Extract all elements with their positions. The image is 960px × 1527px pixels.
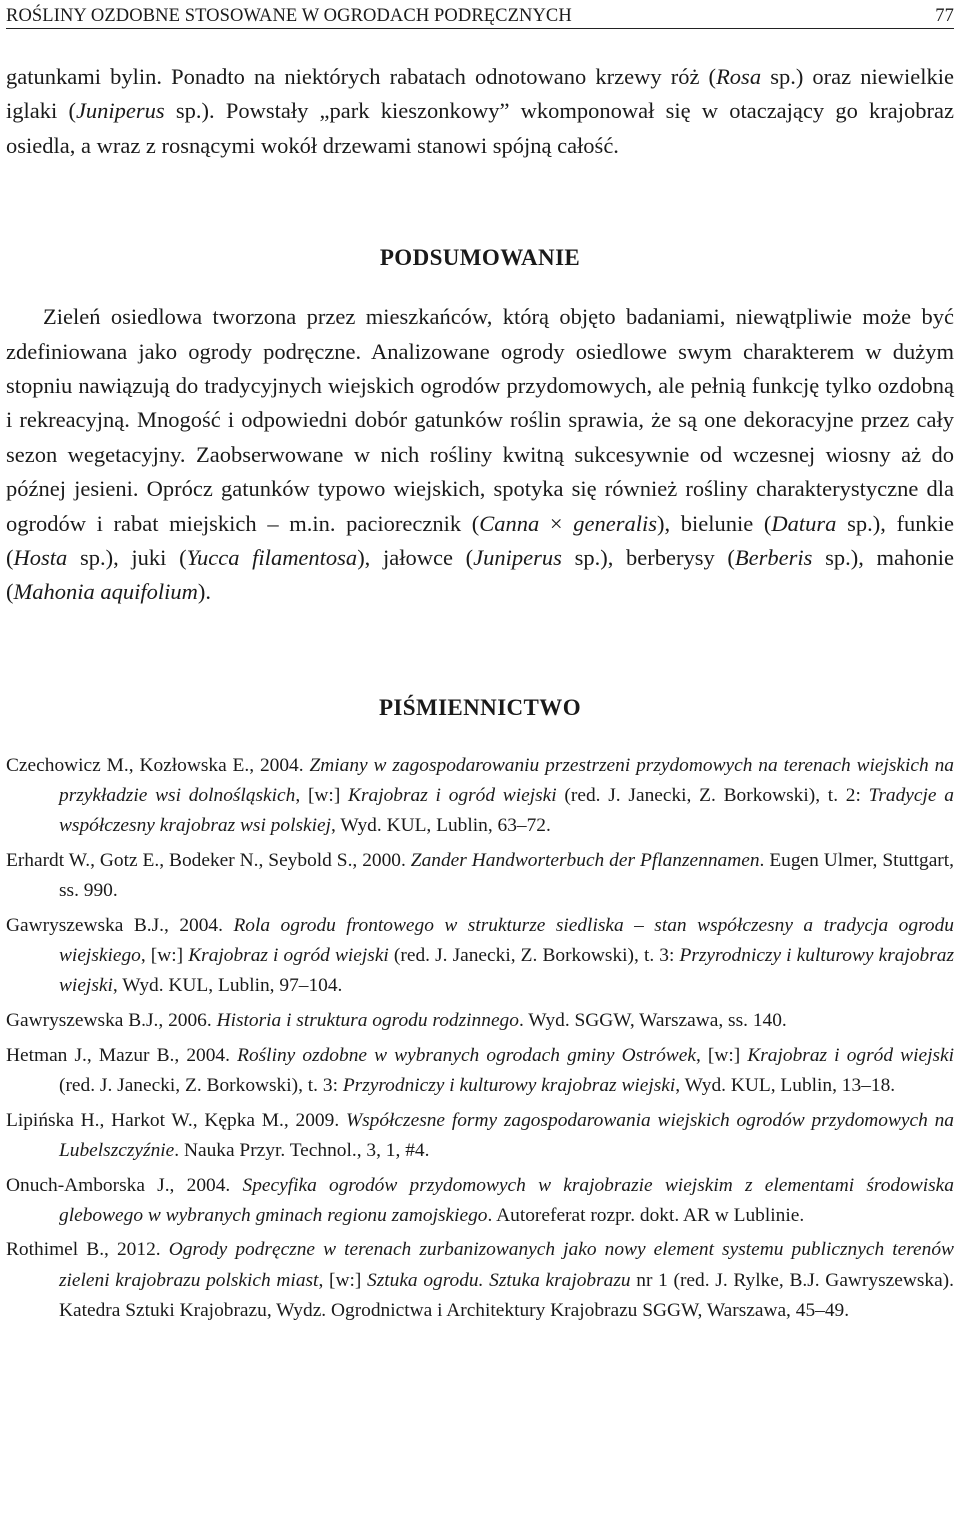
species-name: Mahonia aquifolium [13, 579, 198, 605]
ref-text: , [w:] [695, 1044, 748, 1066]
document-page [6, 0, 954, 1331]
ref-title: Zander Handworterbuch der Pflanzennamen [410, 849, 760, 871]
references-heading: PIŚMIENNICTWO [378, 694, 581, 720]
ref-publisher: , Wyd. KUL, Lublin, 63–72. [331, 815, 551, 837]
ref-title: Rola ogrodu frontowego w strukturze siedliska – stan współczesny a tradycja ogrodu wiejskiego [59, 914, 954, 967]
summary-paragraph [6, 300, 954, 610]
species-name: Juniperus [75, 98, 165, 124]
species-name: Canna [479, 510, 540, 536]
text-run: sp.) oraz niewielkie iglaki ( [6, 64, 954, 124]
ref-title: Ogrody podręczne w terenach zurbanizowanych jako nowy element systemu publicznych terenów zieleni krajobrazu polskich miast [59, 1239, 954, 1291]
text-run: sp.), funkie ( [6, 510, 954, 571]
ref-publisher: nr 1 (red. J. Rylke, B.J. Gawryszewska). Katedra Sztuki Krajobrazu, Wydz. Ogrodnictwa i Architektury Krajobrazu SGGW, Warszawa, 45–49. [59, 1269, 954, 1321]
ref-publisher: . Wyd. SGGW, Warszawa, ss. 140. [518, 1010, 787, 1031]
ref-authors: Gawryszewska B.J., 2004. [6, 914, 234, 936]
reference-item [6, 1171, 954, 1231]
reference-item [6, 1106, 954, 1166]
ref-text: , [w:] [318, 1269, 367, 1291]
species-name: Yucca filamentosa [186, 545, 358, 571]
species-name: Juniperus [473, 545, 562, 571]
reference-item [6, 1041, 954, 1101]
ref-volume-title: Tradycje a współczesny krajobraz wsi polskiej [59, 785, 954, 837]
text-run: sp.), mahonie ( [6, 545, 955, 605]
reference-item [6, 846, 954, 906]
ref-title: Historia i struktura ogrodu rodzinnego [216, 1010, 519, 1031]
ref-authors: Czechowicz M., Kozłowska E., 2004. [6, 754, 310, 776]
text-run: sp.), juki ( [67, 545, 187, 571]
ref-book-title: Krajobraz i ogród wiejski [188, 945, 389, 967]
intro-paragraph [6, 60, 954, 163]
ref-book-title: Krajobraz i ogród wiejski [348, 785, 557, 807]
reference-item [6, 1235, 954, 1326]
ref-volume-title: Przyrodniczy i kulturowy krajobraz wiejski [342, 1074, 676, 1096]
ref-book-title: Sztuka ogrodu. Sztuka krajobrazu [367, 1269, 631, 1291]
ref-title: Współczesne formy zagospodarowania wiejskich ogrodów przydomowych na Lubelszczyźnie [59, 1109, 954, 1161]
reference-item [6, 911, 954, 1002]
text-run: gatunkami bylin. Ponadto na niektórych rabatach odnotowano krzewy róż ( [6, 64, 717, 89]
ref-authors: Rothimel B., 2012. [6, 1239, 169, 1261]
text-run: ), jałowce ( [357, 545, 474, 571]
text-run: sp.), berberysy ( [561, 545, 735, 571]
ref-title: Specyfika ogrodów przydomowych w krajobrazie wiejskim z elementami środowiska glebowego w wybranych gminach regionu zamojskiego [59, 1174, 954, 1226]
ref-publisher: , Wyd. KUL, Lublin, 13–18. [675, 1074, 896, 1096]
ref-authors: Erhardt W., Gotz E., Bodeker N., Seybold S., 2000. [6, 849, 411, 871]
ref-text: (red. J. Janecki, Z. Borkowski), t. 3: [59, 1074, 343, 1096]
ref-book-title: Krajobraz i ogród wiejski [747, 1044, 954, 1066]
ref-text: (red. J. Janecki, Z. Borkowski), t. 3: [388, 945, 680, 967]
ref-authors: Lipińska H., Harkot W., Kępka M., 2009. [6, 1109, 346, 1131]
species-name: Datura [771, 510, 837, 536]
ref-publisher: , Wyd. KUL, Lublin, 97–104. [112, 975, 343, 997]
text-run: sp.). Powstały „park kieszonkowy” wkomponował się w otaczający go krajobraz osiedla, a wraz z rosnącymi wokół drzewami stanowi spójną całość. [6, 98, 954, 158]
ref-publisher: . Nauka Przyr. Technol., 3, 1, #4. [174, 1139, 430, 1161]
reference-item [6, 751, 954, 842]
summary-heading: PODSUMOWANIE [379, 245, 581, 271]
text-run: ). [197, 579, 211, 605]
ref-text: , [w:] [140, 945, 189, 967]
reference-list [6, 751, 954, 1326]
species-name: generalis [573, 510, 658, 536]
ref-authors: Onuch-Amborska J., 2004. [6, 1174, 243, 1196]
ref-publisher: . Eugen Ulmer, Stuttgart, ss. 990. [59, 849, 954, 902]
text-run: ), bielunie ( [657, 510, 772, 536]
species-name: Berberis [734, 545, 813, 571]
reference-item [6, 1006, 954, 1036]
species-name: Hosta [13, 545, 68, 571]
ref-authors: Gawryszewska B.J., 2006. [6, 1010, 217, 1031]
running-title: ROŚLINY OZDOBNE STOSOWANE W OGRODACH PODRĘCZNYCH [6, 6, 572, 26]
ref-title: Zmiany w zagospodarowaniu przestrzeni przydomowych na terenach wiejskich na przykładzie wsi dolnośląskich [59, 754, 954, 807]
ref-publisher: . Autoreferat rozpr. dokt. AR w Lublinie. [487, 1204, 805, 1226]
page-number: 77 [935, 6, 954, 26]
text-run: × [539, 510, 574, 536]
ref-text: , [w:] [295, 785, 349, 807]
text-run: Zieleń osiedlowa tworzona przez mieszkańców, którą objęto badaniami, niewątpliwie może być zdefiniowana jako ogrody podręczne. Analizowane ogrody osiedlowe swym charakterem w dużym stopniu nawiązują do tradycyjnych wiejskich ogrodów przydomowych, ale pełnią funkcję tylko ozdobną i rekreacyjną. Mnogość i odpowiedni dobór gatunków roślin sprawia, że są one dekoracyjne przez cały sezon wegetacyjny. Zaobserwowane w nich rośliny kwitną sukcesywnie od wczesnej wiosny aż do późnej jesieni. Oprócz gatunków typowo wiejskich, spotyka się również rośliny charakterystyczne dla ogrodów i rabat miejskich – m.in. paciorecznik ( [6, 304, 954, 536]
species-name: Rosa [716, 64, 762, 89]
ref-volume-title: Przyrodniczy i kulturowy krajobraz wiejski [59, 945, 955, 997]
ref-text: (red. J. Janecki, Z. Borkowski), t. 2: [556, 785, 869, 807]
running-header [6, 0, 954, 29]
ref-authors: Hetman J., Mazur B., 2004. [6, 1044, 238, 1066]
ref-title: Rośliny ozdobne w wybranych ogrodach gminy Ostrówek [237, 1044, 696, 1066]
